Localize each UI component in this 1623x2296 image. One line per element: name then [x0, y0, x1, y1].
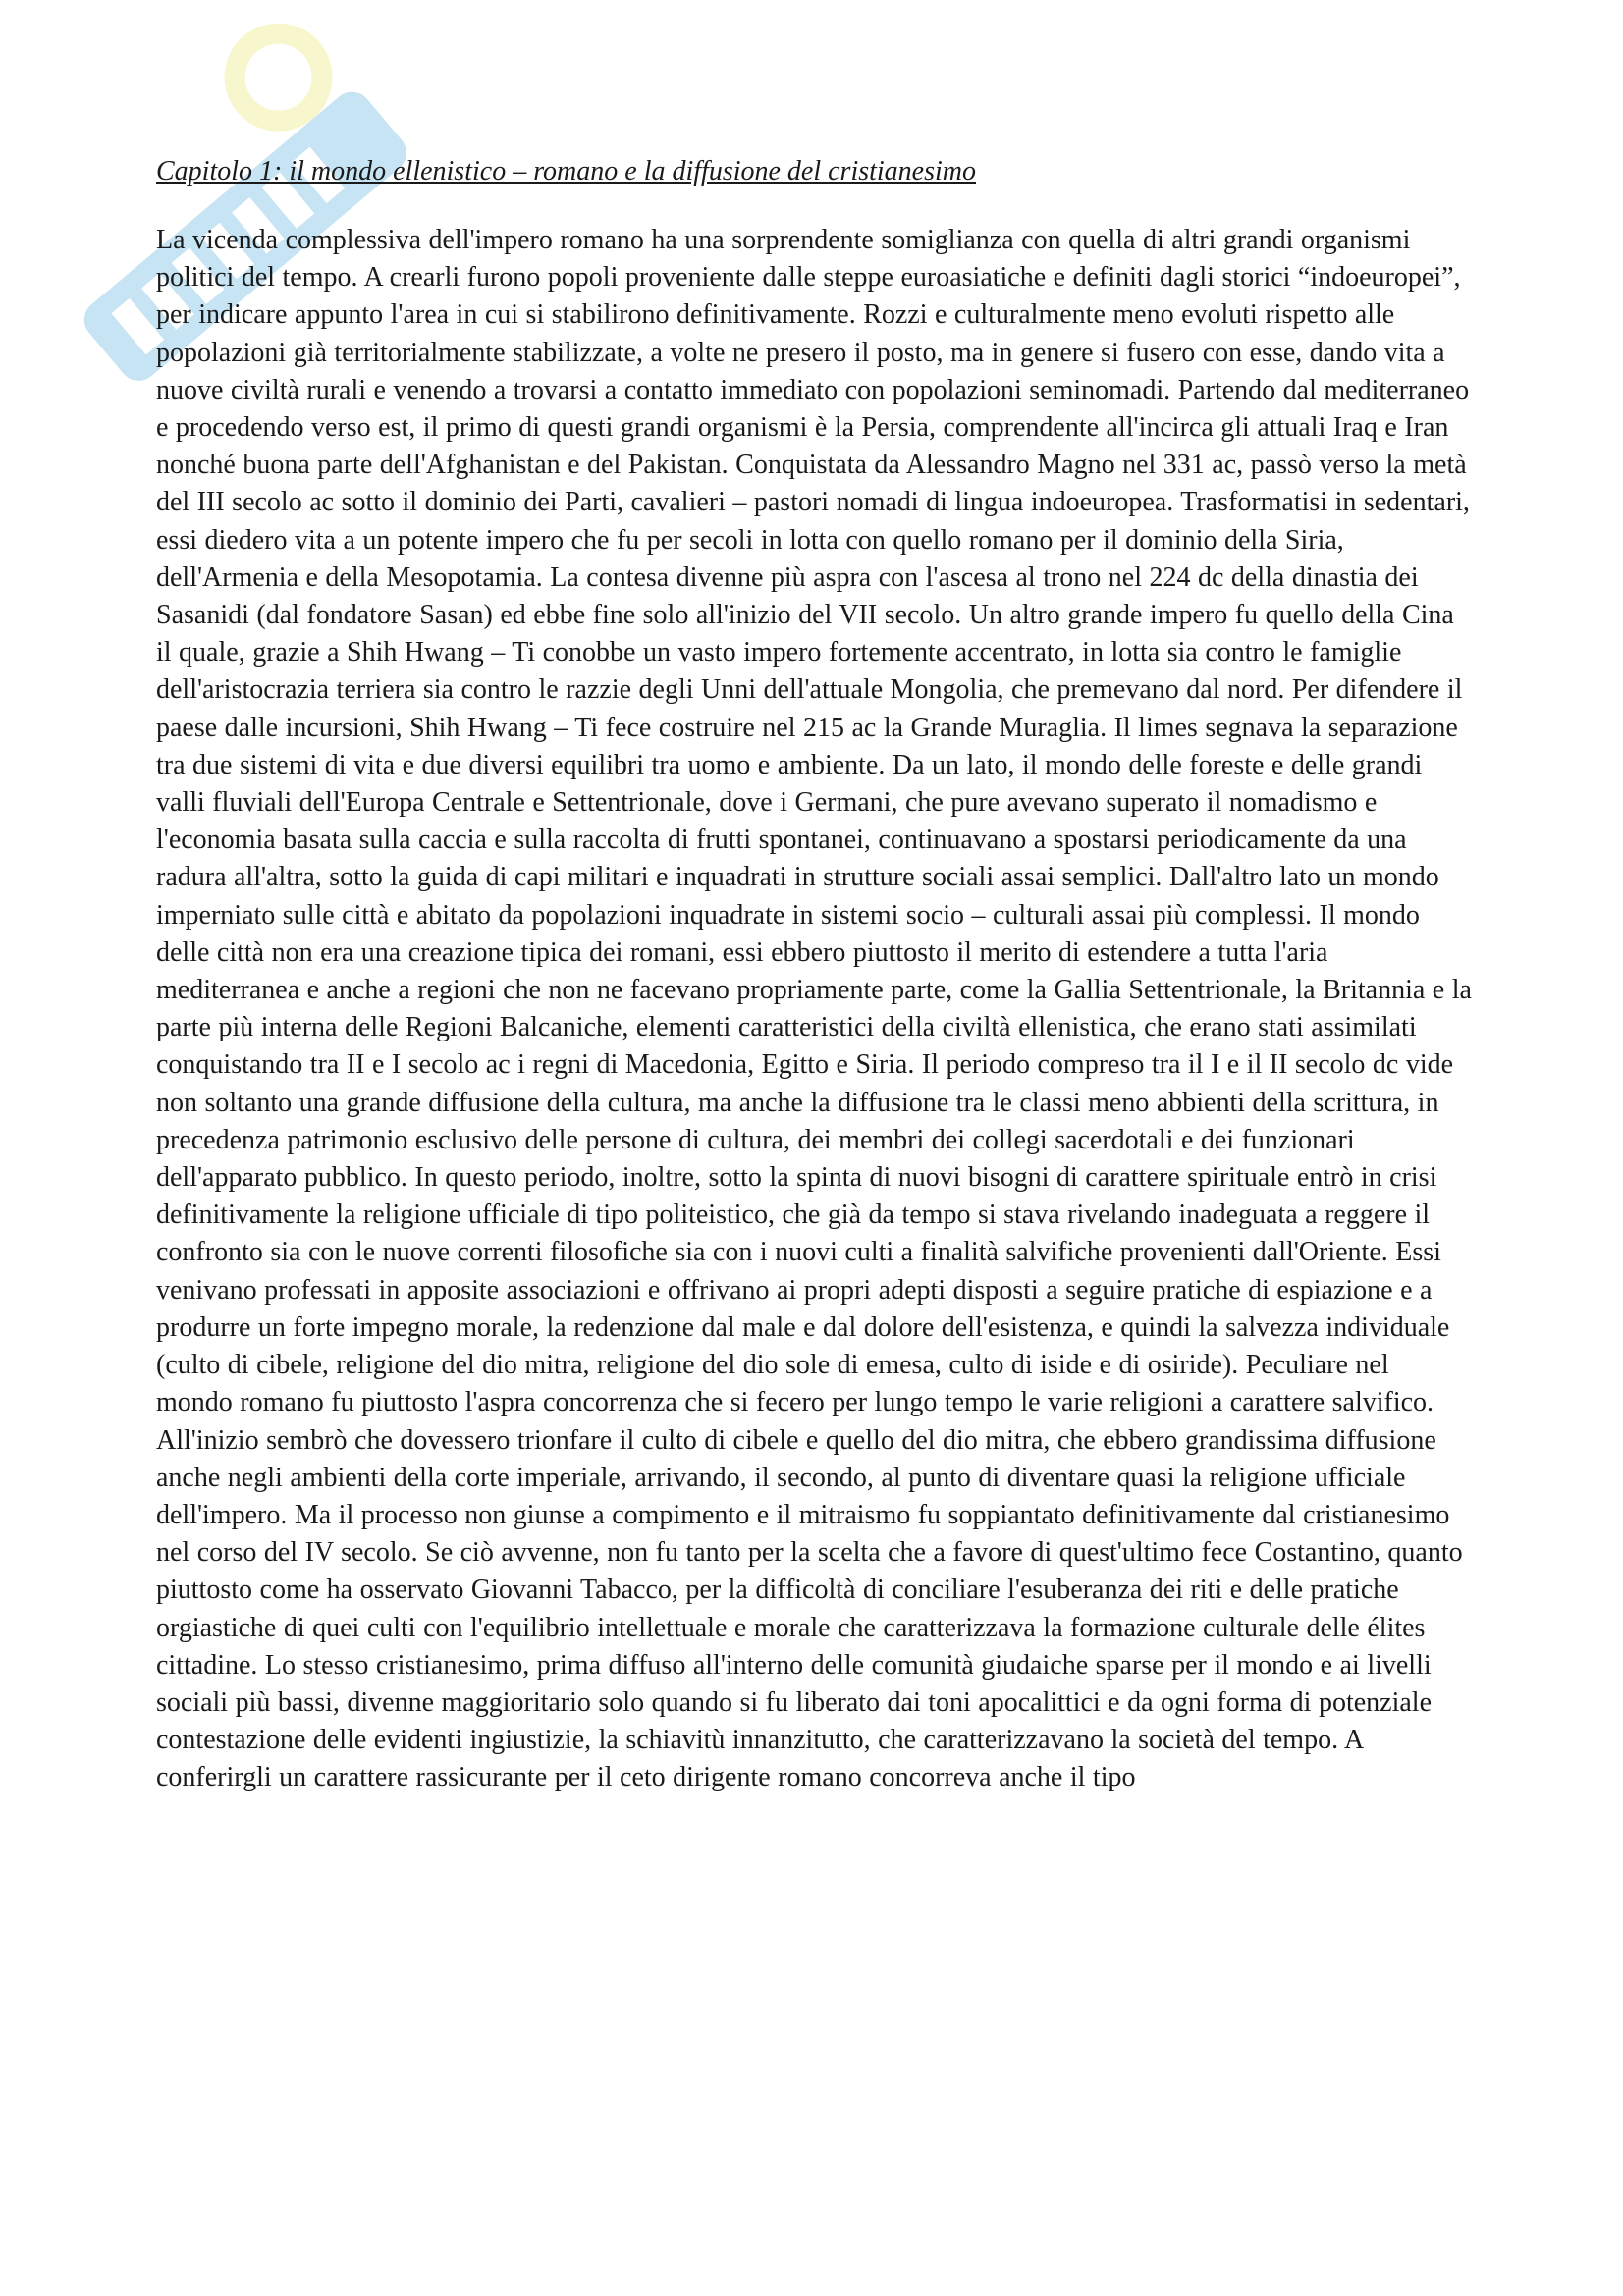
document-page: [156, 153, 1472, 1797]
chapter-title: Capitolo 1: il mondo ellenistico – romano e la diffusione del cristianesimo: [156, 156, 977, 187]
body-paragraph: La vicenda complessiva dell'impero romano ha una sorprendente somiglianza con quella di altri grandi organismi politici del tempo. A crearli furono popoli proveniente dalle steppe euroasiatiche e definiti dagli storici “indoeuropei”, per indicare appunto l'area in cui si stabilirono definitivamente. Rozzi e culturalmente meno evoluti rispetto alle popolazioni già territorialmente stabilizzate, a volte ne presero il posto, ma in genere si fusero con esse, dando vita a nuove civiltà rurali e venendo a trovarsi a contatto immediato con popolazioni seminomadi. Partendo dal mediterraneo e procedendo verso est, il primo di questi grandi organismi è la Persia, comprendente all'incirca gli attuali Iraq e Iran nonché buona parte dell'Afghanistan e del Pakistan. Conquistata da Alessandro Magno nel 331 ac, passò verso la metà del III secolo ac sotto il dominio dei Parti, cavalieri – pastori nomadi di lingua indoeuropea. Trasformatisi in sedentari, essi diedero vita a un potente impero che fu per secoli in lotta con quello romano per il dominio della Siria, dell'Armenia e della Mesopotamia. La contesa divenne più aspra con l'ascesa al trono nel 224 dc della dinastia dei Sasanidi (dal fondatore Sasan) ed ebbe fine solo all'inizio del VII secolo. Un altro grande impero fu quello della Cina il quale, grazie a Shih Hwang – Ti conobbe un vasto impero fortemente accentrato, in lotta sia contro le famiglie dell'aristocrazia terriera sia contro le razzie degli Unni dell'attuale Mongolia, che premevano dal nord. Per difendere il paese dalle incursioni, Shih Hwang – Ti fece costruire nel 215 ac la Grande Muraglia. Il limes segnava la separazione tra due sistemi di vita e due diversi equilibri tra uomo e ambiente. Da un lato, il mondo delle foreste e delle grandi valli fluviali dell'Europa Centrale e Settentrionale, dove i Germani, che pure avevano superato il nomadismo e l'economia basata sulla caccia e sulla raccolta di frutti spontanei, continuavano a spostarsi periodicamente da una radura all'altra, sotto la guida di capi militari e inquadrati in strutture sociali assai semplici. Dall'altro lato un mondo imperniato sulle città e abitato da popolazioni inquadrate in sistemi socio – culturali assai più complessi. Il mondo delle città non era una creazione tipica dei romani, essi ebbero piuttosto il merito di estendere a tutta l'aria mediterranea e anche a regioni che non ne facevano propriamente parte, come la Gallia Settentrionale, la Britannia e la parte più interna delle Regioni Balcaniche, elementi caratteristici della civiltà ellenistica, che erano stati assimilati conquistando tra II e I secolo ac i regni di Macedonia, Egitto e Siria. Il periodo compreso tra il I e il II secolo dc vide non soltanto una grande diffusione della cultura, ma anche la diffusione tra le classi meno abbienti della scrittura, in precedenza patrimonio esclusivo delle persone di cultura, dei membri dei collegi sacerdotali e dei funzionari dell'apparato pubblico. In questo periodo, inoltre, sotto la spinta di nuovi bisogni di carattere spirituale entrò in crisi definitivamente la religione ufficiale di tipo politeistico, che già da tempo si stava rivelando inadeguata a reggere il confronto sia con le nuove correnti filosofiche sia con i nuovi culti a finalità salvifiche provenienti dall'Oriente. Essi venivano professati in apposite associazioni e offrivano ai propri adepti disposti a seguire pratiche di espiazione e a produrre un forte impegno morale, la redenzione dal male e dal dolore dell'esistenza, e quindi la salvezza individuale (culto di cibele, religione del dio mitra, religione del dio sole di emesa, culto di iside e di osiride). Peculiare nel mondo romano fu piuttosto l'aspra concorrenza che si fecero per lungo tempo le varie religioni a carattere salvifico. All'inizio sembrò che dovessero trionfare il culto di cibele e quello del dio mitra, che ebbero grandissima diffusione anche negli ambienti della corte imperiale, arrivando, il secondo, al punto di diventare quasi la religione ufficiale dell'impero. Ma il processo non giunse a compimento e il mitraismo fu soppiantato definitivamente dal cristianesimo nel corso del IV secolo. Se ciò avvenne, non fu tanto per la scelta che a favore di quest'ultimo fece Costantino, quanto piuttosto come ha osservato Giovanni Tabacco, per la difficoltà di conciliare l'esuberanza dei riti e delle pratiche orgiastiche di quei culti con l'equilibrio intellettuale e morale che caratterizzava la formazione culturale delle élites cittadine. Lo stesso cristianesimo, prima diffuso all'interno delle comunità giudaiche sparse per il mondo e ai livelli sociali più bassi, divenne maggioritario solo quando si fu liberato dai toni apocalittici e da ogni forma di potenziale contestazione delle evidenti ingiustizie, la schiavitù innanzitutto, che caratterizzavano la società del tempo. A conferirgli un carattere rassicurante per il ceto dirigente romano concorreva anche il tipo: [156, 225, 1472, 1793]
